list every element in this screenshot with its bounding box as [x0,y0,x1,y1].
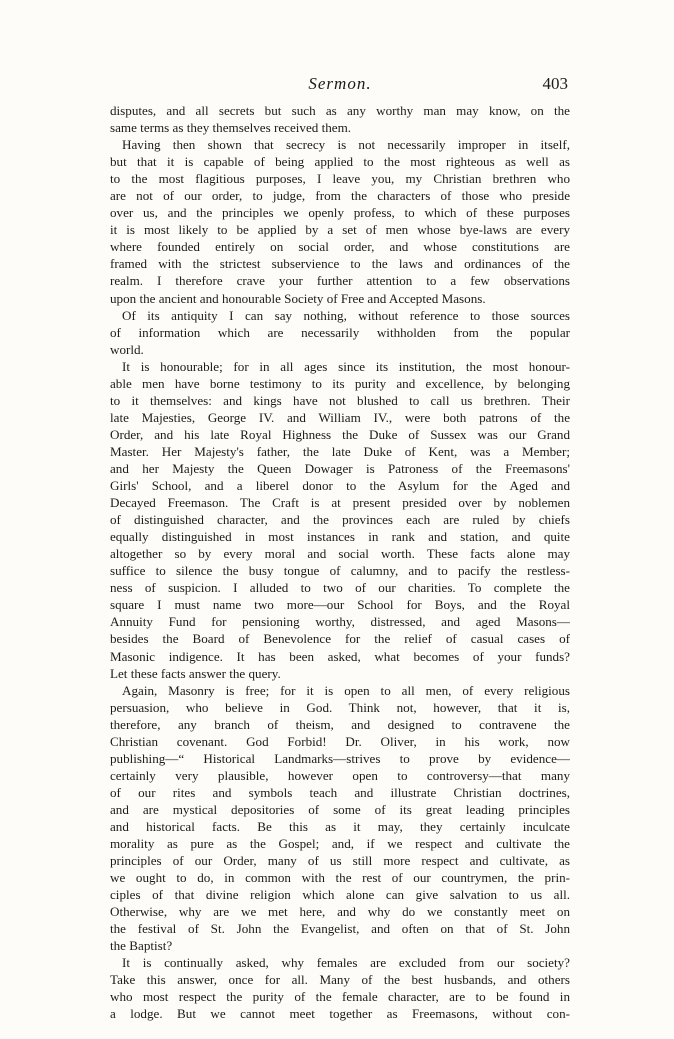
text-line: Decayed Freemason. The Craft is at present presided over by noblemen [110,495,570,511]
text-line: Of its antiquity I can say nothing, without reference to those sources [122,307,570,323]
text-line: disputes, and all secrets but such as any worthy man may know, on the [110,103,570,118]
page-number: 403 [542,74,568,93]
text-line: to the most flagitious purposes, I leave you, my Christian brethren who [110,171,570,187]
text-line: ciples of that divine religion which alone can give salvation to us all. [110,887,570,903]
text-line: suffice to silence the busy tongue of calumny, and to pacify the restless- [110,563,570,579]
text-line: realm. I therefore crave your further attention to a few observations [110,273,570,289]
text-line: publishing—“ Historical Landmarks—strives to prove by evidence— [110,750,570,766]
text-line: Again, Masonry is free; for it is open to all men, of every religious [122,682,570,698]
text-line: of distinguished character, and the provinces each are ruled by chiefs [110,512,570,528]
text-line: ness of suspicion. I alluded to two of our charities. To complete the [110,580,570,596]
text-line: principles of our Order, many of us still more respect and cultivate, as [110,853,570,869]
text-line: Christian covenant. God Forbid! Dr. Oliver, in his work, now [110,733,570,749]
text-line: persuasion, who believe in God. Think not, however, that it is, [110,699,570,715]
text-line: besides the Board of Benevolence for the relief of casual cases of [110,631,570,647]
text-line: framed with the strictest subservience to the laws and ordinances of the [110,256,570,272]
text-line: of information which are necessarily withholden from the popular [110,324,570,340]
text-line: and historical facts. Be this as it may, they certainly inculcate [110,818,570,834]
text-line: and her Majesty the Queen Dowager is Patroness of the Freemasons' [110,460,570,476]
text-line: Let these facts answer the query. [110,665,281,681]
text-line: same terms as they themselves received them. [110,120,352,136]
text-line: the festival of St. John the Evangelist, and often on that of St. John [110,921,570,937]
text-line: the Baptist? [110,938,173,954]
text-line: a lodge. But we cannot meet together as Freemasons, without con- [110,1006,570,1022]
text-line: morality as pure as the Gospel; and, if we respect and cultivate the [110,836,570,852]
text-line: where founded entirely on social order, and whose constitutions are [110,239,570,255]
text-line: square I must name two more—our School for Boys, and the Royal [110,597,570,613]
text-line: to it themselves: and kings have not blushed to call us brethren. Their [110,392,570,408]
text-line: over us, and the principles we openly profess, to which of these purposes [110,205,570,221]
text-line: world. [110,341,144,357]
text-line: upon the ancient and honourable Society of Free and Accepted Masons. [110,290,486,306]
text-line: we ought to do, in common with the rest of our countrymen, the prin- [110,870,570,886]
text-line: certainly very plausible, however open to controversy—that many [110,767,570,783]
text-line: It is continually asked, why females are excluded from our society? [122,955,570,971]
text-line: Otherwise, why are we met here, and why do we constantly meet on [110,904,570,920]
sermon-body-text [110,102,570,1023]
text-line: Masonic indigence. It has been asked, what becomes of your funds? [110,648,570,664]
text-line: altogether so by every moral and social worth. These facts alone may [110,546,570,562]
text-line: Take this answer, once for all. Many of the best husbands, and others [110,972,570,988]
text-line: it is most likely to be applied by a set of men whose bye-laws are every [110,222,570,238]
text-line: It is honourable; for in all ages since its institution, the most honour- [122,358,570,374]
text-line: of our rites and symbols teach and illustrate Christian doctrines, [110,784,570,800]
text-line: Girls' School, and a liberel donor to the Asylum for the Aged and [110,478,570,494]
text-line: and are mystical depositories of some of its great leading principles [110,801,570,817]
text-line: Annuity Fund for pensioning worthy, distressed, and aged Masons— [110,614,570,630]
text-line: Master. Her Majesty's father, the late Duke of Kent, was a Member; [110,443,570,459]
text-line: able men have borne testimony to its purity and excellence, by belonging [110,375,570,391]
running-title: Sermon. [308,74,372,93]
text-line: Having then shown that secrecy is not necessarily improper in itself, [122,137,570,153]
text-line: therefore, any branch of theism, and designed to contravene the [110,716,570,732]
text-line: Order, and his late Royal Highness the Duke of Sussex was our Grand [110,426,570,442]
text-line: but that it is capable of being applied to the most righteous as well as [110,154,570,170]
text-line: equally distinguished in most instances in rank and station, and quite [110,529,570,545]
page-header [110,74,570,100]
text-line: late Majesties, George IV. and William IV., were both patrons of the [110,409,570,425]
text-line: are not of our order, to judge, from the characters of those who preside [110,188,570,204]
text-line: who most respect the purity of the female character, are to be found in [110,989,570,1005]
